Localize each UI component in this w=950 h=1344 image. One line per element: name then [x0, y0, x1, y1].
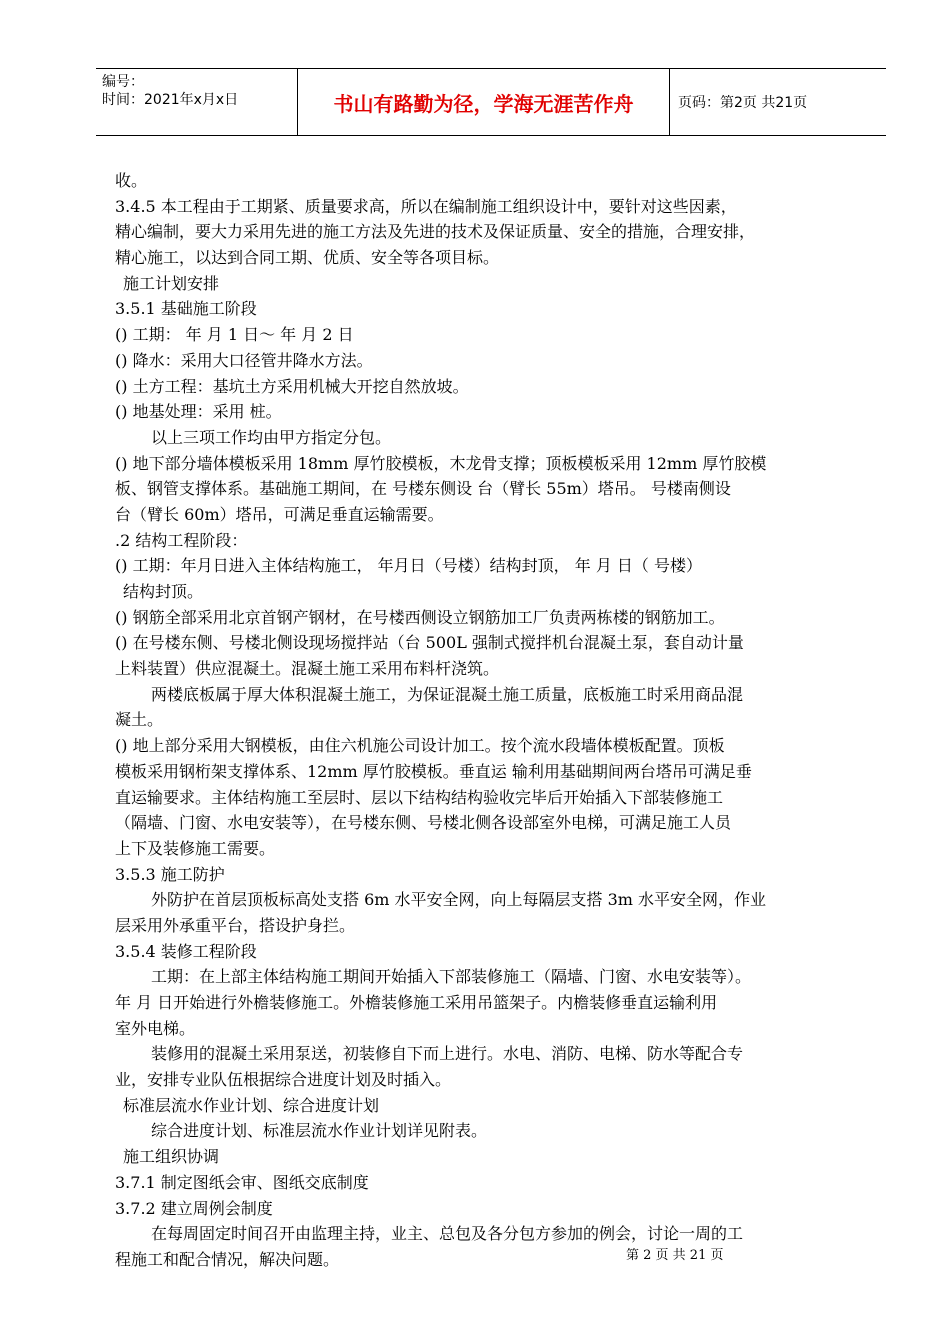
text-line: 台（臂长 60m）塔吊，可满足垂直运输需要。 — [115, 504, 444, 524]
text-line: 结构封顶。 — [123, 582, 204, 601]
text-line: 在每周固定时间召开由监理主持，业主、总包及各分包方参加的例会，讨论一周的工 — [151, 1224, 744, 1244]
text-line: () 工期： 年 月 1 日～ 年 月 2 日 — [115, 325, 354, 345]
text-line: 程施工和配合情况，解决问题。 — [115, 1249, 340, 1269]
text-line: 施工计划安排 — [123, 273, 220, 293]
text-line: 综合进度计划、标准层流水作业计划详见附表。 — [151, 1121, 488, 1141]
text-line: () 降水：采用大口径管井降水方法。 — [115, 350, 373, 370]
text-line: 收。 — [115, 171, 148, 190]
text-line: 精心施工，以达到合同工期、优质、安全等各项目标。 — [115, 248, 500, 268]
header-page-number: 页码：第2页 共21页 — [678, 95, 808, 111]
text-line: () 钢筋全部采用北京首钢产钢材，在号楼西侧设立钢筋加工厂负责两栋楼的钢筋加工。 — [115, 607, 725, 627]
text-line: .2 结构工程阶段： — [115, 530, 248, 550]
text-line: 直运输要求。主体结构施工至层时、层以下结构结构验收完毕后开始插入下部装修施工 — [115, 787, 724, 807]
text-line: () 在号楼东侧、号楼北侧设现场搅拌站（台 500L 强制式搅拌机台混凝土泵，套自动计量 — [115, 633, 744, 653]
page-footer: 第 2 页 共 21 页 — [626, 1248, 724, 1263]
text-line: 标准层流水作业计划、综合进度计划 — [123, 1095, 380, 1115]
text-line: () 工期：年月日进入主体结构施工， 年月日（号楼）结构封顶， 年 月 日（ 号楼） — [115, 556, 703, 576]
text-line: 3.7.1 制定图纸会审、图纸交底制度 — [115, 1172, 369, 1192]
text-line: 年 月 日开始进行外檐装修施工。外檐装修施工采用吊篮架子。内檐装修垂直运输利用 — [115, 993, 718, 1012]
text-line: () 地上部分采用大钢模板，由住六机施公司设计加工。按个流水段墙体模板配置。顶板 — [115, 736, 725, 756]
text-line: 层采用外承重平台，搭设护身拦。 — [115, 915, 356, 935]
header-motto: 书山有路勤为径，学海无涯苦作舟 — [298, 69, 670, 135]
text-line: 精心编制，要大力采用先进的施工方法及先进的技术及保证质量、安全的措施，合理安排， — [115, 222, 756, 242]
text-line: 模板采用钢桁架支撑体系、12mm 厚竹胶模板。垂直运 输利用基础期间两台塔吊可满足垂 — [115, 761, 752, 781]
text-line: 外防护在首层顶板标高处支搭 6m 水平安全网，向上每隔层支搭 3m 水平安全网，作业 — [151, 890, 767, 910]
text-line: 3.5.4 装修工程阶段 — [115, 941, 257, 961]
text-line: 装修用的混凝土采用泵送，初装修自下而上进行。水电、消防、电梯、防水等配合专 — [151, 1044, 744, 1064]
text-line: 3.5.3 施工防护 — [115, 864, 225, 884]
document-number-label: 编号： — [102, 74, 144, 90]
text-line: 工期：在上部主体结构施工期间开始插入下部装修施工（隔墙、门窗、水电安装等）。 — [151, 967, 752, 987]
header-meta — [96, 69, 298, 135]
text-line: 两楼底板属于厚大体积混凝土施工，为保证混凝土施工质量，底板施工时采用商品混 — [151, 684, 744, 704]
text-line: 3.7.2 建立周例会制度 — [115, 1198, 273, 1218]
text-line: （隔墙、门窗、水电安装等），在号楼东侧、号楼北侧各设部室外电梯，可满足施工人员 — [115, 813, 732, 833]
page-header — [96, 68, 886, 136]
text-line: 上料装置）供应混凝土。混凝土施工采用布料杆浇筑。 — [115, 659, 500, 679]
text-line: 3.5.1 基础施工阶段 — [115, 299, 257, 319]
text-line: 凝土。 — [115, 710, 164, 730]
text-line: () 地下部分墙体模板采用 18mm 厚竹胶模板，木龙骨支撑；顶板模板采用 12mm 厚竹胶模 — [115, 453, 767, 473]
text-line: 上下及装修施工需要。 — [115, 838, 276, 858]
text-line: 业，安排专业队伍根据综合进度计划及时插入。 — [115, 1070, 452, 1090]
document-time-label: 时间：2021年x月x日 — [102, 92, 239, 108]
text-line: 施工组织协调 — [123, 1147, 220, 1167]
text-line: () 地基处理：采用 桩。 — [115, 402, 282, 422]
text-line: 板、钢管支撑体系。基础施工期间，在 号楼东侧设 台（臂长 55m）塔吊。 号楼南侧设 — [115, 479, 731, 499]
text-line: 以上三项工作均由甲方指定分包。 — [151, 427, 392, 447]
document-body — [115, 168, 855, 1273]
text-line: () 土方工程：基坑土方采用机械大开挖自然放坡。 — [115, 376, 469, 396]
text-line: 室外电梯。 — [115, 1018, 196, 1038]
text-line: 3.4.5 本工程由于工期紧、质量要求高，所以在编制施工组织设计中，要针对这些因素， — [115, 196, 737, 216]
